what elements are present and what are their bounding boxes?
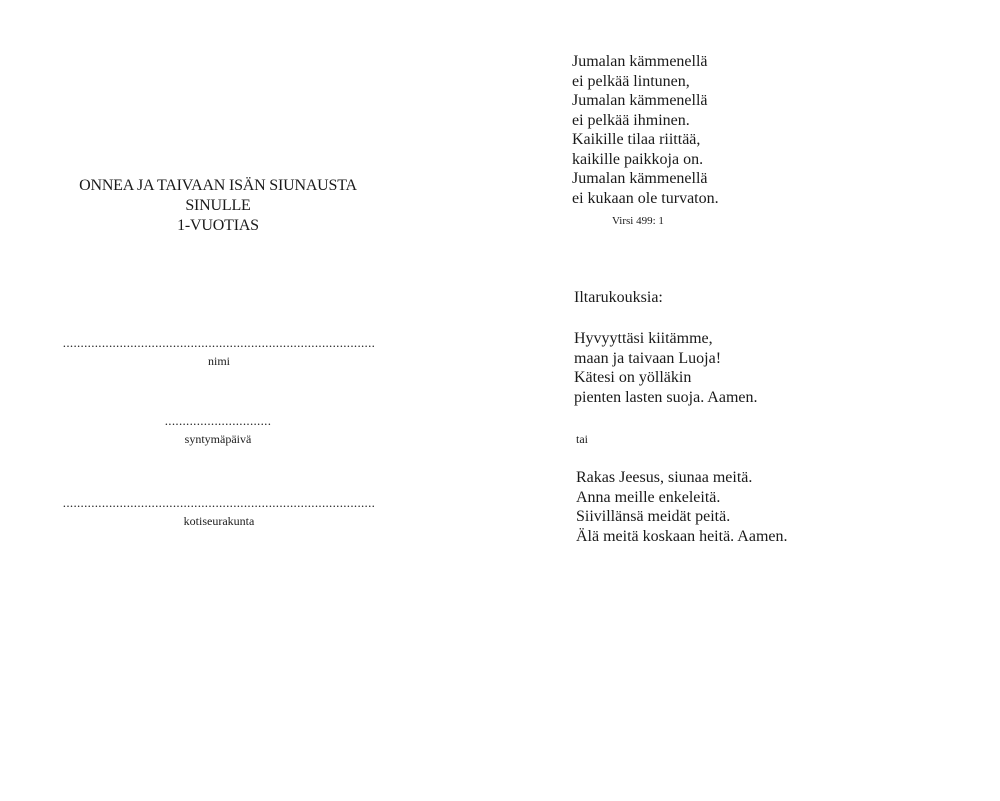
evening-prayer-1 <box>574 329 758 407</box>
hymn-line: Jumalan kämmenellä <box>572 170 708 187</box>
greeting-line-3: 1-VUOTIAS <box>177 217 259 234</box>
parish-dotted-line: ........................................................................................ <box>62 496 376 510</box>
greeting-heading <box>40 176 396 236</box>
hymn-line: Jumalan kämmenellä <box>572 92 708 109</box>
prayer-line: Siivillänsä meidät peitä. <box>576 508 731 525</box>
parish-label: kotiseurakunta <box>183 514 255 528</box>
evening-prayer-2 <box>576 468 787 546</box>
hymn-line: ei pelkää lintunen, <box>572 72 690 90</box>
prayer-line: Kätesi on yölläkin <box>574 369 692 386</box>
prayer-line: maan ja taivaan Luoja! <box>574 349 722 367</box>
prayers-heading: Iltarukouksia: <box>574 289 663 306</box>
birthday-dotted-line: .............................. <box>164 414 272 428</box>
greeting-line-2: SINULLE <box>185 197 251 214</box>
hymn-reference: Virsi 499: 1 <box>612 215 664 227</box>
hymn-line: Kaikille tilaa riittää, <box>572 131 701 148</box>
hymn-line: ei kukaan ole turvaton. <box>572 189 719 207</box>
left-page <box>0 0 440 801</box>
prayer-line: pienten lasten suoja. Aamen. <box>574 388 758 406</box>
name-label: nimi <box>207 354 230 368</box>
birthday-field <box>160 414 276 446</box>
birthday-label: syntymäpäivä <box>184 432 252 446</box>
greeting-line-1: ONNEA JA TAIVAAN ISÄN SIUNAUSTA <box>79 177 357 194</box>
prayer-line: Anna meille enkeleitä. <box>576 488 721 506</box>
name-dotted-line: ........................................................................................ <box>62 336 376 350</box>
hymn-verse <box>572 52 719 208</box>
hymn-line: kaikille paikkoja on. <box>572 150 704 168</box>
hymn-line: Jumalan kämmenellä <box>572 53 708 70</box>
hymn-line: ei pelkää ihminen. <box>572 111 690 129</box>
prayer-line: Älä meitä koskaan heitä. Aamen. <box>576 527 788 545</box>
or-separator: tai <box>576 432 588 446</box>
parish-field <box>53 496 385 528</box>
prayer-line: Rakas Jeesus, siunaa meitä. <box>576 469 753 486</box>
right-page <box>440 0 1000 801</box>
prayer-line: Hyvyyttäsi kiitämme, <box>574 330 713 347</box>
name-field <box>53 336 385 368</box>
